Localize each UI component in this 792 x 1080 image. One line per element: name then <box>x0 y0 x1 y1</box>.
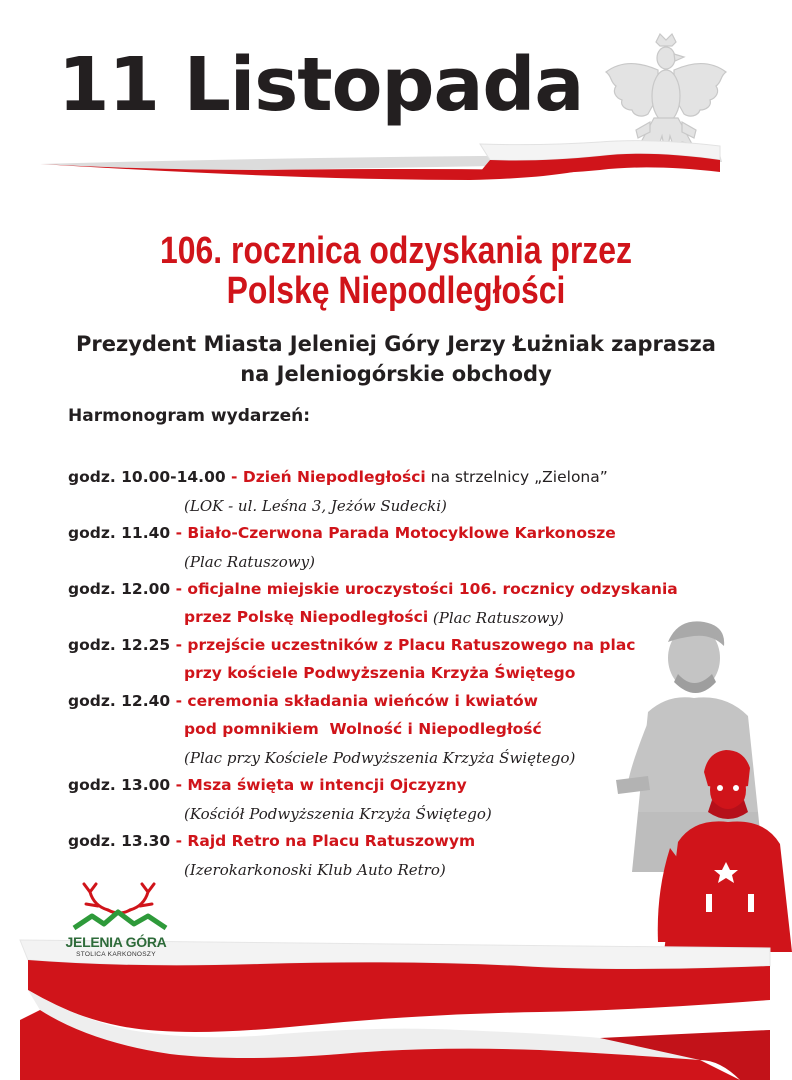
event-location: (Kościół Podwyższenia Krzyża Świętego) <box>184 804 492 823</box>
event-time: godz. 12.00 <box>68 580 171 599</box>
event-time: godz. 13.00 <box>68 776 171 795</box>
event-separator: - <box>170 524 188 543</box>
event-time: godz. 12.40 <box>68 692 171 711</box>
mountains-icon <box>74 912 166 928</box>
historical-figures-illustration <box>608 612 792 952</box>
event-location: (Plac Ratuszowy) <box>184 552 315 571</box>
event-separator: - <box>170 636 188 655</box>
logo-tagline: STOLICA KARKONOSZY <box>76 951 156 958</box>
event-separator: - <box>225 468 243 487</box>
event-location: (LOK - ul. Leśna 3, Jeżów Sudecki) <box>184 496 447 515</box>
event-separator: - <box>170 692 188 711</box>
event-time: godz. 13.30 <box>68 832 171 851</box>
event-1 <box>68 464 758 520</box>
anniversary-line-2: Polskę Niepodległości <box>226 270 566 312</box>
main-title: 11 Listopada <box>58 42 584 128</box>
event-title: Rajd Retro na Placu Ratuszowym <box>187 832 476 851</box>
event-title: oficjalne miejskie uroczystości 106. rocznicy odzyskania <box>187 580 678 599</box>
event-title-continued: pod pomnikiem Wolność i Niepodległość <box>184 720 542 739</box>
event-time: godz. 10.00-14.00 <box>68 468 226 487</box>
event-title: przejście uczestników z Placu Ratuszowego na plac <box>187 636 636 655</box>
event-title: Biało-Czerwona Parada Motocyklowe Karkonosze <box>187 524 616 543</box>
event-title-continued: przy kościele Podwyższenia Krzyża Świętego <box>184 664 576 683</box>
event-location: (Izerokarkonoski Klub Auto Retro) <box>184 860 446 879</box>
anniversary-line-1: 106. rocznica odzyskania przez <box>160 230 632 272</box>
event-location: (Plac przy Kościele Podwyższenia Krzyża Świętego) <box>184 748 576 767</box>
top-flag-ribbon <box>0 140 792 200</box>
event-title: ceremonia składania wieńców i kwiatów <box>187 692 539 711</box>
event-title-continued: przez Polskę Niepodległości <box>184 608 429 627</box>
event-separator: - <box>170 580 188 599</box>
event-2 <box>68 520 758 576</box>
event-time: godz. 12.25 <box>68 636 171 655</box>
invitation-line-2: na Jeleniogórskie obchody <box>240 362 552 386</box>
logo-wordmark: JELENIA GÓRA <box>65 934 167 950</box>
event-location: (Plac Ratuszowy) <box>428 608 564 627</box>
event-separator: - <box>170 776 188 795</box>
event-venue: na strzelnicy „Zielona” <box>425 468 608 487</box>
schedule-heading: Harmonogram wydarzeń: <box>68 406 311 426</box>
invitation-line-1: Prezydent Miasta Jeleniej Góry Jerzy Łużniak zaprasza <box>76 332 716 356</box>
event-title: Msza święta w intencji Ojczyzny <box>187 776 467 795</box>
event-time: godz. 11.40 <box>68 524 171 543</box>
event-separator: - <box>170 832 188 851</box>
event-title: Dzień Niepodległości <box>242 468 426 487</box>
deer-antlers-icon <box>84 884 154 913</box>
